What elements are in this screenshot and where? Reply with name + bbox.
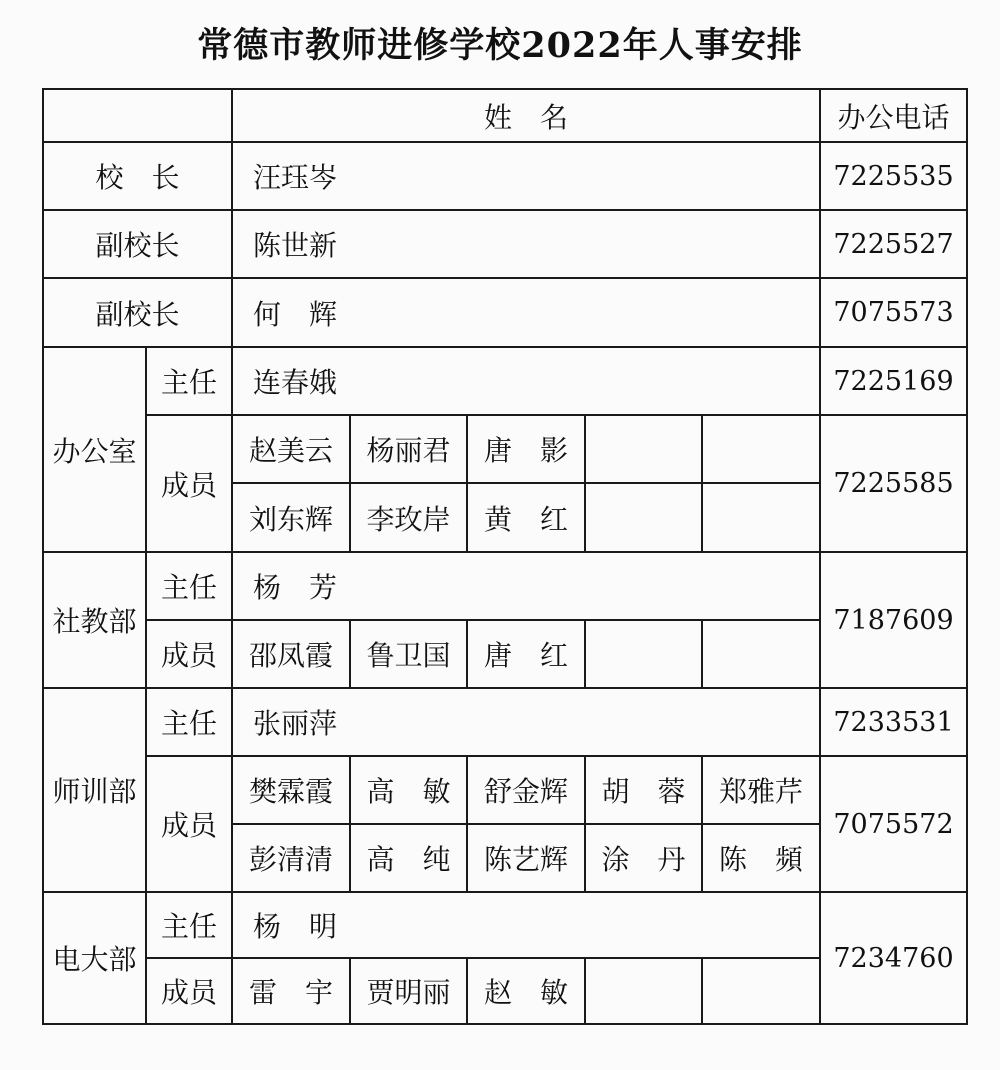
staff-table — [42, 88, 968, 1025]
member-cell: 鲁卫国 — [350, 620, 467, 688]
members-label-cell: 成员 — [146, 756, 232, 892]
phone-cell: 7225169 — [820, 347, 967, 415]
members-label-cell: 成员 — [146, 958, 232, 1024]
table-row — [43, 688, 967, 756]
member-cell: 李玫岸 — [350, 483, 467, 552]
member-cell — [585, 415, 702, 483]
member-cell: 邵凤霞 — [232, 620, 350, 688]
member-cell: 赵美云 — [232, 415, 350, 483]
member-cell: 唐 红 — [467, 620, 585, 688]
member-cell: 唐 影 — [467, 415, 585, 483]
members-label-cell: 成员 — [146, 415, 232, 552]
member-cell: 樊霖霞 — [232, 756, 350, 824]
phone-cell: 7075573 — [820, 278, 967, 347]
table-row — [43, 278, 967, 347]
member-cell: 刘东辉 — [232, 483, 350, 552]
name-cell: 何 辉 — [232, 278, 820, 347]
member-cell — [702, 620, 820, 688]
department-cell: 师训部 — [43, 688, 146, 892]
member-cell: 雷 宇 — [232, 958, 350, 1024]
director-label-cell: 主任 — [146, 688, 232, 756]
director-label-cell: 主任 — [146, 347, 232, 415]
table-row — [43, 347, 967, 415]
role-cell: 校 长 — [43, 142, 232, 210]
member-cell — [702, 483, 820, 552]
name-cell: 汪珏岑 — [232, 142, 820, 210]
header-row — [43, 89, 967, 142]
director-label-cell: 主任 — [146, 552, 232, 620]
member-cell: 陈 頻 — [702, 824, 820, 892]
phone-cell: 7225527 — [820, 210, 967, 278]
member-cell: 贾明丽 — [350, 958, 467, 1024]
members-label-cell: 成员 — [146, 620, 232, 688]
role-cell: 副校长 — [43, 210, 232, 278]
director-name-cell: 杨 芳 — [232, 552, 820, 620]
member-cell: 黄 红 — [467, 483, 585, 552]
role-cell: 副校长 — [43, 278, 232, 347]
member-cell — [702, 958, 820, 1024]
member-cell — [702, 415, 820, 483]
header-phone-cell: 办公电话 — [820, 89, 967, 142]
table-row — [43, 142, 967, 210]
table-row — [43, 756, 967, 824]
member-cell: 胡 蓉 — [585, 756, 702, 824]
document-title: 常德市教师进修学校2022年人事安排 — [197, 25, 803, 66]
phone-cell: 7225535 — [820, 142, 967, 210]
member-cell: 舒金辉 — [467, 756, 585, 824]
name-cell: 陈世新 — [232, 210, 820, 278]
header-name-cell: 姓 名 — [232, 89, 820, 142]
member-cell — [585, 483, 702, 552]
department-cell: 办公室 — [43, 347, 146, 552]
member-cell: 高 纯 — [350, 824, 467, 892]
phone-cell: 7225585 — [820, 415, 967, 552]
director-name-cell: 连春娥 — [232, 347, 820, 415]
table-row — [43, 552, 967, 620]
member-cell: 彭清清 — [232, 824, 350, 892]
table-row — [43, 210, 967, 278]
table-row — [43, 415, 967, 483]
member-cell: 陈艺辉 — [467, 824, 585, 892]
member-cell: 高 敏 — [350, 756, 467, 824]
department-cell: 电大部 — [43, 892, 146, 1024]
table-row — [43, 892, 967, 958]
department-cell: 社教部 — [43, 552, 146, 688]
director-label-cell: 主任 — [146, 892, 232, 958]
member-cell — [585, 958, 702, 1024]
director-name-cell: 张丽萍 — [232, 688, 820, 756]
member-cell: 杨丽君 — [350, 415, 467, 483]
phone-cell: 7187609 — [820, 552, 967, 688]
member-cell — [585, 620, 702, 688]
phone-cell: 7233531 — [820, 688, 967, 756]
member-cell: 郑雅芹 — [702, 756, 820, 824]
phone-cell: 7234760 — [820, 892, 967, 1024]
member-cell: 赵 敏 — [467, 958, 585, 1024]
phone-cell: 7075572 — [820, 756, 967, 892]
member-cell: 涂 丹 — [585, 824, 702, 892]
director-name-cell: 杨 明 — [232, 892, 820, 958]
header-blank-cell — [43, 89, 232, 142]
